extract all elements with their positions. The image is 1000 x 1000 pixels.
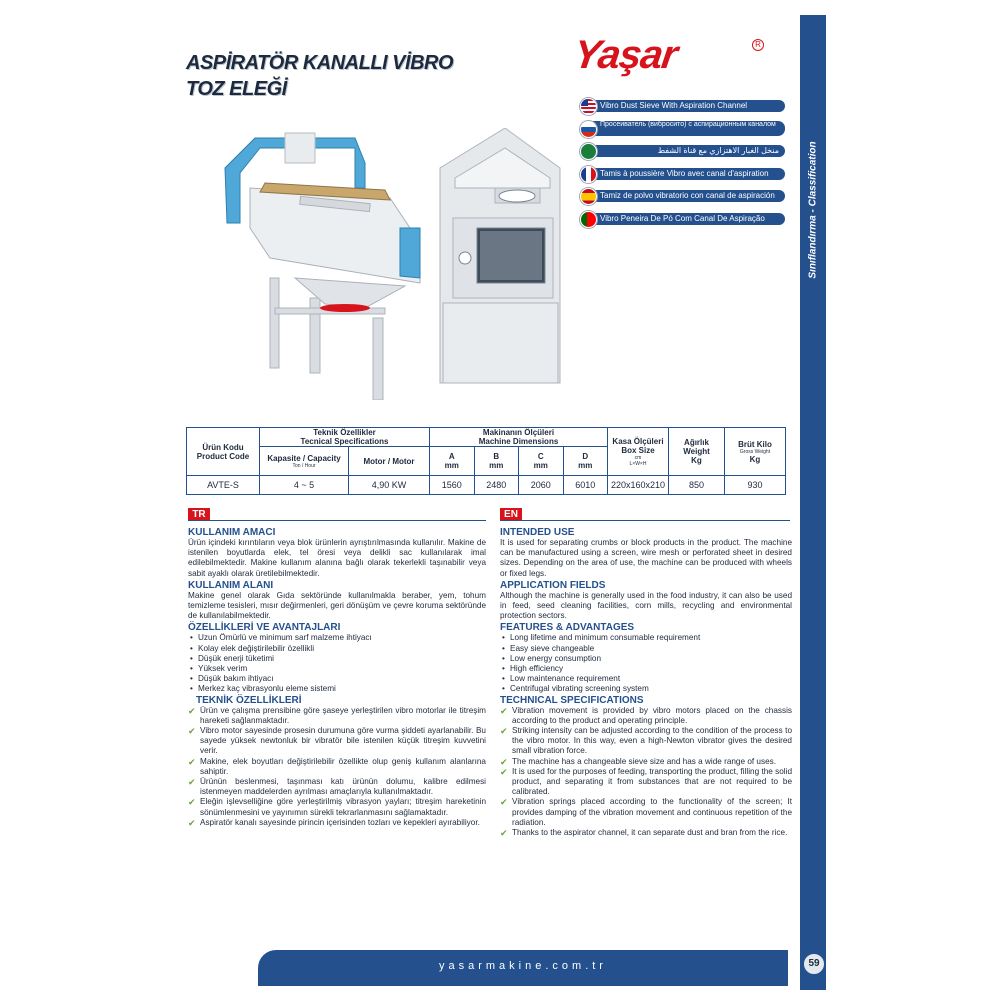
th-gross-tr: Brüt Kilo (738, 439, 772, 449)
check-icon: ✔ (500, 828, 508, 839)
tab-tr: TR (188, 508, 210, 521)
tr-column (188, 527, 486, 828)
pt-flag-icon (580, 211, 597, 228)
th-mm: mm (444, 461, 459, 470)
cell-gross: 930 (725, 476, 786, 495)
list-item (500, 757, 792, 767)
translation-es (580, 187, 785, 204)
list-item (500, 797, 792, 828)
th-capacity-unit: Ton / Hour (292, 462, 316, 469)
th-dim-a: A (448, 452, 455, 461)
check-icon: ✔ (500, 766, 508, 777)
th-dims-en: Machine Dimensions (478, 437, 559, 446)
en-heading-tech: TECHNICAL SPECIFICATIONS (500, 694, 644, 706)
cell-b: 2480 (474, 476, 519, 495)
th-box-unit2: L×W×H (629, 460, 647, 467)
list-item: • Yüksek verim (188, 664, 486, 674)
th-capacity: Kapasite / Capacity (267, 453, 341, 463)
list-item-text: Vibro motor sayesinde prosesin durumuna göre vurma şiddeti ayarlanabilir. Bu sayede yüksek newtonluk bir vibratör bile istenilen küçük titreşim kuvvetini verir. (200, 726, 486, 756)
translation-ar (580, 142, 785, 159)
translation-text: منخل الغبار الاهتزازي مع قناة الشفط (590, 145, 785, 157)
tr-heading-tech: TEKNİK ÖZELLİKLERİ (196, 694, 302, 706)
us-flag-icon (580, 98, 597, 115)
list-item: • Long lifetime and minimum consumable requirement (500, 633, 792, 643)
list-item (188, 818, 486, 828)
tr-purpose-text: Ürün içindeki kırıntıların veya blok ürünlerin ayrıştırılmasında kullanılır. Makine de istenilen boyutlarda elek, tel öresi veya delikli sac kullanılarak imal edilebilmektedir. Makine kullanım alanına bağlı olarak tekerlekli taşınabilir veya sabit ayaklı olarak üretilebilmektedir. (188, 538, 486, 578)
th-box-unit1: cm (634, 454, 642, 461)
list-item: • Easy sieve changeable (500, 644, 792, 654)
list-item-text: Vibration springs placed according to the functionality of the screen; It provides damping of the vibration movement and continuous repetition of the radiation. (512, 797, 792, 827)
cell-code: AVTE-S (187, 476, 260, 495)
check-icon: ✔ (188, 817, 196, 828)
page-title-line1: ASPİRATÖR KANALLI VİBRO (186, 52, 454, 74)
list-item-text: Eleğin işlevselliğine göre yerleştirilmiş vibrasyon yayları; titreşim hareketinin sönümlenmesini ve yayınımın sürekli tekrarlanmasını sağlamaktadır. (200, 797, 486, 817)
cell-capacity: 4 ~ 5 (260, 476, 349, 495)
th-dim-d: D (582, 452, 589, 461)
tr-features-list (188, 633, 486, 694)
translation-pt (580, 210, 785, 227)
check-icon: ✔ (188, 756, 196, 767)
en-tech-list (500, 706, 792, 839)
list-item (500, 706, 792, 726)
list-item-text: Ürünün beslenmesi, taşınması katı ürünün dolumu, kalibre edilmesi istenmeyen maddelerden ayrılması amaçlarıyla kullanılmaktadır. (200, 777, 486, 797)
th-motor: Motor / Motor (363, 456, 415, 466)
th-dim-c: C (537, 452, 544, 461)
list-item: • Uzun Ömürlü ve minimum sarf malzeme ihtiyacı (188, 633, 486, 643)
list-item (188, 797, 486, 817)
list-item (500, 726, 792, 757)
th-box-tr: Kasa Ölçüleri (612, 436, 664, 446)
th-weight-kg: Kg (691, 456, 702, 465)
th-mm: mm (489, 461, 504, 470)
check-icon: ✔ (500, 756, 508, 767)
spec-table (186, 427, 786, 495)
check-icon: ✔ (500, 797, 508, 808)
side-category-label: Sınıflandırma - Classification (807, 141, 819, 279)
cell-c: 2060 (519, 476, 564, 495)
en-features-list (500, 633, 792, 694)
th-dims-tr: Makinanın Ölçüleri (482, 428, 555, 437)
translation-text: Tamis à poussière Vibro avec canal d'aspiration (590, 168, 785, 180)
th-mm: mm (533, 461, 548, 470)
list-item-text: Vibration movement is provided by vibro motors placed on the chassis according to the product and operating principle. (512, 705, 792, 725)
th-mm: mm (578, 461, 593, 470)
en-purpose-text: It is used for separating crumbs or block products in the product. The machine can be manufactured using a screen, wire mesh or perforated sheet in desired sizes. Depending on the area of use, the machine can be produced with wheels or fixed legs. (500, 538, 792, 578)
list-item-text: Ürün ve çalışma prensibine göre şaseye yerleştirilen vibro motorlar ile titreşim hareketi sağlanmaktadır. (200, 705, 486, 725)
page-number: 59 (802, 952, 826, 976)
fr-flag-icon (580, 166, 597, 183)
list-item-text: Striking intensity can be adjusted according to the condition of the process to the vibro motor. In this way, even a high-Newton vibrator gives the desired small vibration force. (512, 726, 792, 756)
list-item (500, 828, 792, 838)
cell-weight: 850 (669, 476, 725, 495)
list-item (188, 757, 486, 777)
tab-en: EN (500, 508, 522, 521)
th-gross-kg: Kg (749, 454, 761, 464)
en-column (500, 527, 792, 838)
table-row (187, 476, 786, 495)
cell-motor: 4,90 KW (349, 476, 430, 495)
list-item (188, 706, 486, 726)
th-weight-tr: Ağırlık (684, 438, 709, 447)
list-item: • Kolay elek değiştirilebilir özellikli (188, 644, 486, 654)
registered-mark: R (752, 39, 764, 51)
cell-box: 220x160x210 (608, 476, 669, 495)
th-box-en: Box Size (621, 445, 655, 455)
list-item-text: Aspiratör kanalı sayesinde pirincin içerisinden tozları ve kepekleri ayırabiliyor. (200, 817, 480, 827)
th-tech-tr: Teknik Özellikler (313, 428, 376, 437)
list-item: • High efficiency (500, 664, 792, 674)
list-item-text: Makine, elek boyutları değiştirilebilir özellikte olup geniş kullanım alanlarına sahiptir. (200, 756, 486, 776)
cell-a: 1560 (430, 476, 475, 495)
list-item: • Düşük bakım ihtiyacı (188, 674, 486, 684)
cell-d: 6010 (563, 476, 608, 495)
en-heading-area: APPLICATION FIELDS (500, 579, 606, 591)
tr-divider (188, 520, 486, 521)
list-item-text: Thanks to the aspirator channel, it can separate dust and bran from the rice. (512, 828, 788, 838)
list-item: • Centrifugal vibrating screening system (500, 684, 792, 694)
list-item: • Low energy consumption (500, 654, 792, 664)
tr-area-text: Makine genel olarak Gıda sektöründe kullanılmakla beraber, yem, tohum temizleme tesisleri, mısır değirmenleri, geri dönüşüm ve çevre koruma sektöründe de kullanılabilmektedir. (188, 590, 486, 621)
list-item: • Low maintenance requirement (500, 674, 792, 684)
check-icon: ✔ (188, 797, 196, 808)
en-heading-purpose: INTENDED USE (500, 527, 575, 538)
list-item (188, 777, 486, 797)
check-icon: ✔ (188, 726, 196, 737)
list-item-text: It is used for the purposes of feeding, transporting the product, filling the solid product, and separating it from substances that are not required to be calibrated. (512, 766, 792, 797)
tr-heading-area: KULLANIM ALANI (188, 579, 274, 591)
tr-heading-purpose: KULLANIM AMACI (188, 527, 276, 538)
list-item (188, 726, 486, 757)
tr-tech-list (188, 706, 486, 828)
logo-text: Yaşar (570, 33, 680, 77)
tr-heading-features: ÖZELLİKLERİ VE AVANTAJLARI (188, 622, 341, 634)
en-area-text: Although the machine is generally used in the food industry, it can also be used in feed, seed cleaning facilities, corn mills, recycling and environmental protection sectors. (500, 590, 792, 621)
es-flag-icon (580, 188, 597, 205)
th-dim-b: B (493, 452, 500, 461)
ru-flag-icon (580, 121, 597, 138)
translation-text: Просеиватель (вибросито) с аспирационным каналом (590, 121, 785, 136)
list-item (500, 767, 792, 798)
th-product-code-tr: Ürün Kodu (202, 442, 244, 452)
sa-flag-icon (580, 143, 597, 160)
page-title-line2: TOZ ELEĞİ (186, 78, 287, 100)
translation-ru (580, 120, 785, 137)
machine-illustration (215, 128, 575, 400)
translation-en (580, 97, 785, 114)
footer-website[interactable]: yasarmakine.com.tr (258, 950, 788, 986)
check-icon: ✔ (500, 705, 508, 716)
en-divider (500, 520, 790, 521)
translation-text: Vibro Dust Sieve With Aspiration Channel (590, 100, 785, 112)
list-item: • Düşük enerji tüketimi (188, 654, 486, 664)
list-item: • Merkez kaç vibrasyonlu eleme sistemi (188, 684, 486, 694)
translation-fr (580, 165, 785, 182)
th-gross-en: Gross Weight (739, 448, 771, 455)
th-weight-en: Weight (683, 447, 710, 456)
en-heading-features: FEATURES & ADVANTAGES (500, 622, 635, 634)
check-icon: ✔ (500, 726, 508, 737)
th-product-code-en: Product Code (196, 451, 250, 461)
translation-text: Tamiz de polvo vibratorio con canal de aspiración (590, 190, 785, 202)
th-tech-en: Tecnical Specifications (300, 437, 389, 446)
translation-text: Vibro Peneira De Pó Com Canal De Aspiração (590, 213, 785, 225)
check-icon: ✔ (188, 705, 196, 716)
translation-list (580, 97, 785, 232)
list-item-text: The machine has a changeable sieve size and has a wide range of uses. (512, 756, 776, 766)
check-icon: ✔ (188, 777, 196, 788)
yasar-logo (570, 33, 764, 83)
